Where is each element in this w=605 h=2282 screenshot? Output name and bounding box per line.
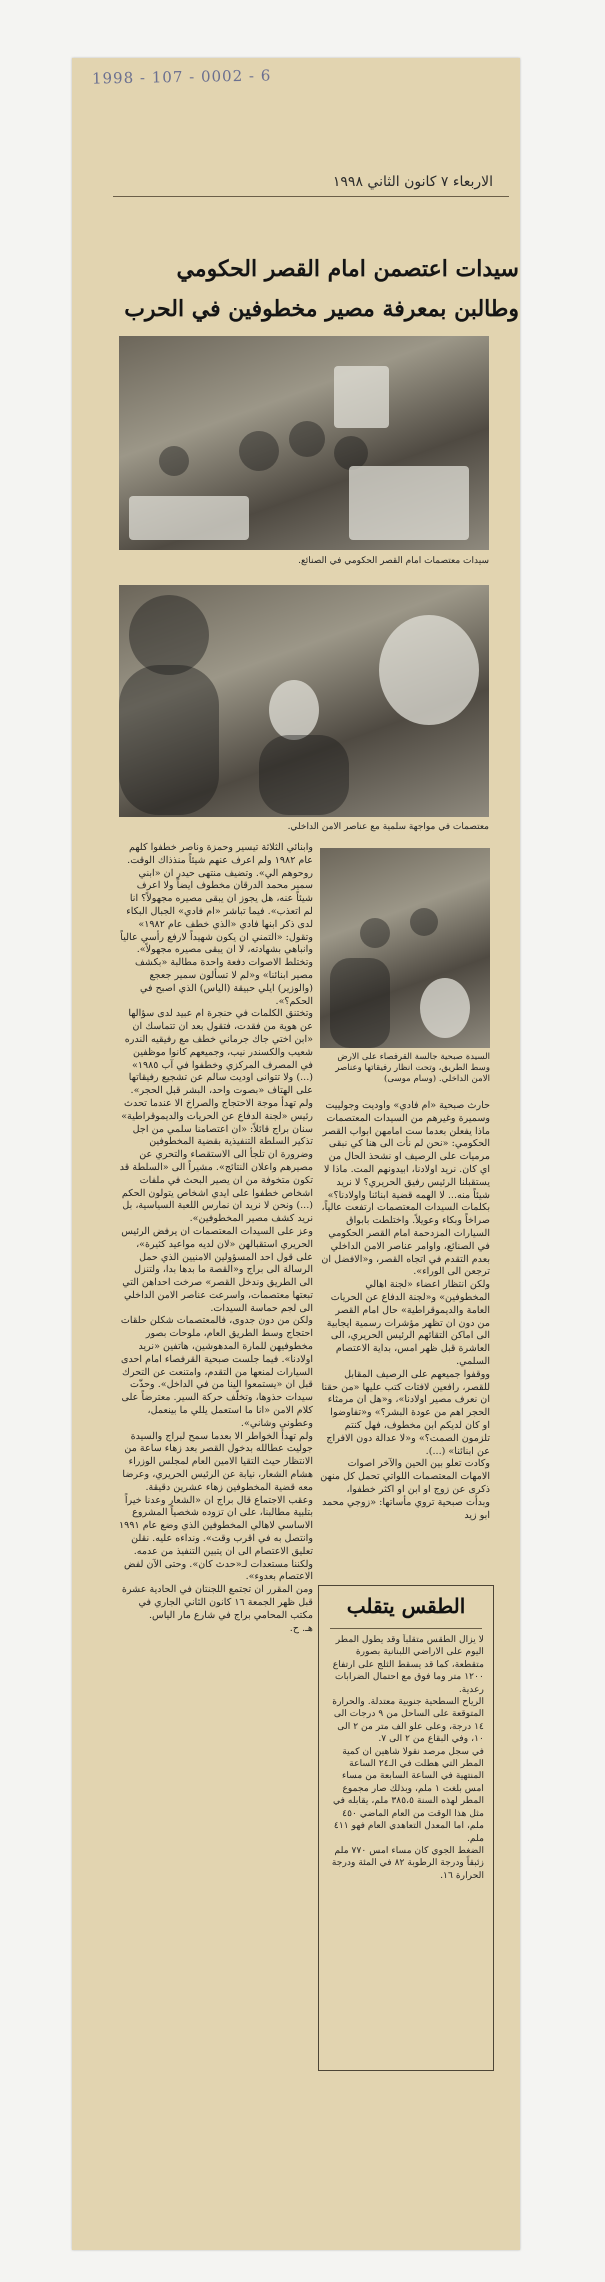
- article-body-left-column: وابنائي الثلاثة تيسير وحمزة وناصر خطفوا كلهم عام ١٩٨٢ ولم اعرف عنهم شيئاً منذذاك الوقت. روحوهم الي». وتضيف منتهى حيدر ان «ابني سمير محمد الدرقان مخطوف ايضاً ولا اعرف شيئاً عنه، هل يجوز ان يبقى مصيره مجهولاً؟ انا لم اتعذب». فيما تباشر «ام فادي» الجبال البكاء لدى ذكر ابنها فادي «الذي خطف عام ١٩٨٢» وتقول: «التمني ان يكون شهيداً لارفع رأسي عالياً وانباهي بشهادته، لا ان يبقى مصيره مجهولاً». وتختلط الاصوات دفعة واحدة مطالبة «بكشف مصير ابنائنا» و«لم لا تسألون سمير جعجع (والوزير) ايلي حبيقة (الياس) الذي اصبح في الحكم؟». وتختنق الكلمات في حنجرة ام عبيد لدى سؤالها عن هوية من فقدت، فتقول بعد ان تتماسك ان «ابن اختي جاك جرماني خطف مع رفيقيه الندره شعيب والكسندر نيب، وجميعهم كانوا موظفين في المصرف المركزي وخطفوا في آب ١٩٨٥» (...) ولا تتوانى اوديت سالم عن تشجيع رفيقاتها على الهتاف «بصوت واحد، البشر قبل الحجر». ولم تهدأ موجة الاحتجاج والصراخ الا عندما تحدث رئيس «لجنة الدفاع عن الحريات والديموقراطية» سنان براج قائلاً: «ان اعتصامنا سلمي من اجل تذكير السلطة التنفيذية بقضية المخطوفين وضرورة ان تلجأ الى الاستقصاء والتحري عن مصيرهم واعلان النتائج». مشيراً الى «السلطة قد تكون متخوفة من ان يصير البحث في ملفات اشخاص خطفوا على ايدي اشخاص يتولون الحكم (...) ونحن لا نريد ان نمارس اللعبة السياسية، بل نريد كشف مصير المخطوفين». وعز على السيدات المعتصمات ان يرفض الرئيس الحريري استقبالهن «لان لديه مواعيد كثيرة»، على قول احد المسؤولين الامنيين الذي حمل الرسالة الى براج و«القصة ما بدها بدا، ولتنزل الى الطريق وندخل القصر» صرخت احداهن التي تبعتها معتصمات، واسرعت عناصر الامن الداخلي الى لجم حماسة السيدات. ولكن من دون جدوى، فالمعتصمات شكلن حلقات احتجاج وسط الطريق العام، ملوحات بصور مخطوفيهن للمارة المدهوشين، هاتفين «نريد اولادنا». فيما جلست صبحية القرفصاء امام احدى السيارات لمنعها من التقدم، وامتنعت عن التحرك قبل ان «يستمعوا الينا من في الداخل». وحذّت سيدات حذوها، وتخلّف حركة السير. معترضاً على كلام الامن «انا ما استعمل يللي ما بينعمل، وعطوني وشاني». ولم تهدأ الخواطر الا بعدما سمح لبراج والسيدة جوليت عطالله بدخول القصر بعد زهاء ساعة من الانتظار حيث التقيا الامين العام لمجلس الوزراء هشام الشعار، نيابة عن الرئيس الحريري، وعرضا معه قضية المخطوفين زهاء عشرين دقيقة. وعقب الاجتماع قال براج ان «الشعار وعدنا خيراً بتلبية مطالبنا، على ان تزوده شخصياً المشروع الاساسي لاهالي المخطوفين الذي وضع عام ١٩٩١ وانتصل به في اقرب وقت». ونداءه عليه. نقلن تعليق الاعتصام الى ان يتبين التنفيذ من عدمه. ولكننا مستعدات لـ«حدث كان». وحتى الآن لفض الاعتصام بعدوء». ومن المقرر ان تجتمع اللجنتان في الحادية عشرة قبل ظهر الجمعة ١٦ كانون الثاني الجاري في مكتب المحامي براج في شارع مار الياس. هـ. ح.: [119, 842, 313, 1634]
- photo-confrontation-security: [119, 585, 489, 817]
- newspaper-dateline: الاربعاء ٧ كانون الثاني ١٩٩٨: [332, 174, 493, 190]
- headline-line-1: سيدات اعتصمن امام القصر الحكومي: [176, 256, 519, 282]
- weather-text: لا يزال الطقس متقلباً وقد يطول المطر اليوم على الاراضي اللبنانية بصورة متقطعة، كما قد يسقط الثلج على ارتفاع ١٢٠٠ متر وما فوق مع احتمال الضرابات رعدية. الرياح السطحية جنوبية معتدلة. والحرارة المتوقعة على الساحل من ٩ درجات الى ١٤ درجة، وعلى علو الف متر من ٢ الى ١٠، وفي البقاع من ٢ الى ٧. في سجل مرصد نقولا شاهين ان كمية المطر التي هطلت في الـ٢٤ الساعة المنتهية في الساعة السابعة من مساء امس بلغت ١ ملم، وبذلك صار مجموع المطر لهذه السنة ٣٨٥،٥ ملم، يقابله في مثل هذا الوقت من العام الماضي ٤٥٠ ملم، اما المعدل التعاهدي العام فهو ٤١١ ملم. الضغط الجوي كان مساء امس ٧٧٠ ملم زئبقاً ودرجة الرطوبة ٨٢ في المئة ودرجة الحرارة ١٦.: [331, 1634, 484, 1881]
- weather-title: الطقس يتقلب: [346, 1594, 466, 1618]
- archive-reference-handwritten: 1998 - 107 - 0002 - 6: [91, 66, 272, 88]
- dateline-divider: [113, 196, 509, 197]
- article-body-right-column: حارث صبحية «ام فادي» وأوديت وجولييت وسميرة وغيرهم من السيدات المعتصمات ماذا يفعلن بعدما ست امامهن ابواب القصر الحكومي: «نحن لم نأت الى هنا كي نبقى مرميات على الرصيف او نشحذ الحال من اي كان. نريد اولادنا، ابيدونهم المت. ماذا لا يستقبلنا الرئيس رفيق الحريري؟ لا نريد شيئاً منه... لا الهمه قضية ابنائنا واولادنا؟» بكلمات السيدات المعتصمات ارتفعت عالياً، صراخاً وبكاء وعويلاً. واختلطت بابواق السيارات المزدحمة امام القصر الحكومي في الصنائع، واوامر عناصر الامن الداخلي بعدم التقدم في اتجاه القصر، و«الافضل ان ترجعن الى الوراء». ولكن انتظار اعضاء «لجنة اهالي المخطوفين» و«لجنة الدفاع عن الحريات العامة والديموقراطية» حال امام القصر من دون ان تظهر مؤشرات رسمية ايجابية الى اماكن التقائهم الرئيس الحريري، الى العاشرة قبل ظهر امس، بداية الاعتصام السلمي. ووقفوا جميعهم على الرصيف المقابل للقصر، رافعين لافتات كتب عليها «من حقنا ان نعرف مصير اولادنا»، و«هل ان مرمثاء الحجر اهم من عودة البشر؟» و«تفاوضوا او كان لديكم ابن مخطوف، فهل كنتم تلزمون الصمت؟» و«لا عدالة دون الافراج عن ابنائنا» (...). وكادت تعلو بين الحين والآخر اصوات الامهات المعتصمات اللواتي تحمل كل منهن ذكرى عن زوج او ابن او اكثر خطفوا، وبدأت صبحية تروي مأساتها: «زوجي محمد ابو زيد: [320, 1100, 490, 1521]
- photo-caption-2: معتصمات في مواجهة سلمية مع عناصر الامن الداخلي.: [287, 822, 489, 832]
- weather-title-divider: [330, 1628, 482, 1629]
- photo-caption-1: سيدات معتصمات امام القصر الحكومي في الصنائع.: [298, 556, 489, 566]
- photo-woman-sitting-in-road: [320, 848, 490, 1048]
- headline-line-2: وطالبن بمعرفة مصير مخطوفين في الحرب: [124, 296, 519, 322]
- photo-protest-government-palace: [119, 336, 489, 550]
- photo-caption-3: السيدة صبحية جالسة القرفصاء على الارض وسط الطريق، وتحت انظار رفيقاتها وعناصر الامن الداخلي. (وسام موسى): [335, 1052, 490, 1084]
